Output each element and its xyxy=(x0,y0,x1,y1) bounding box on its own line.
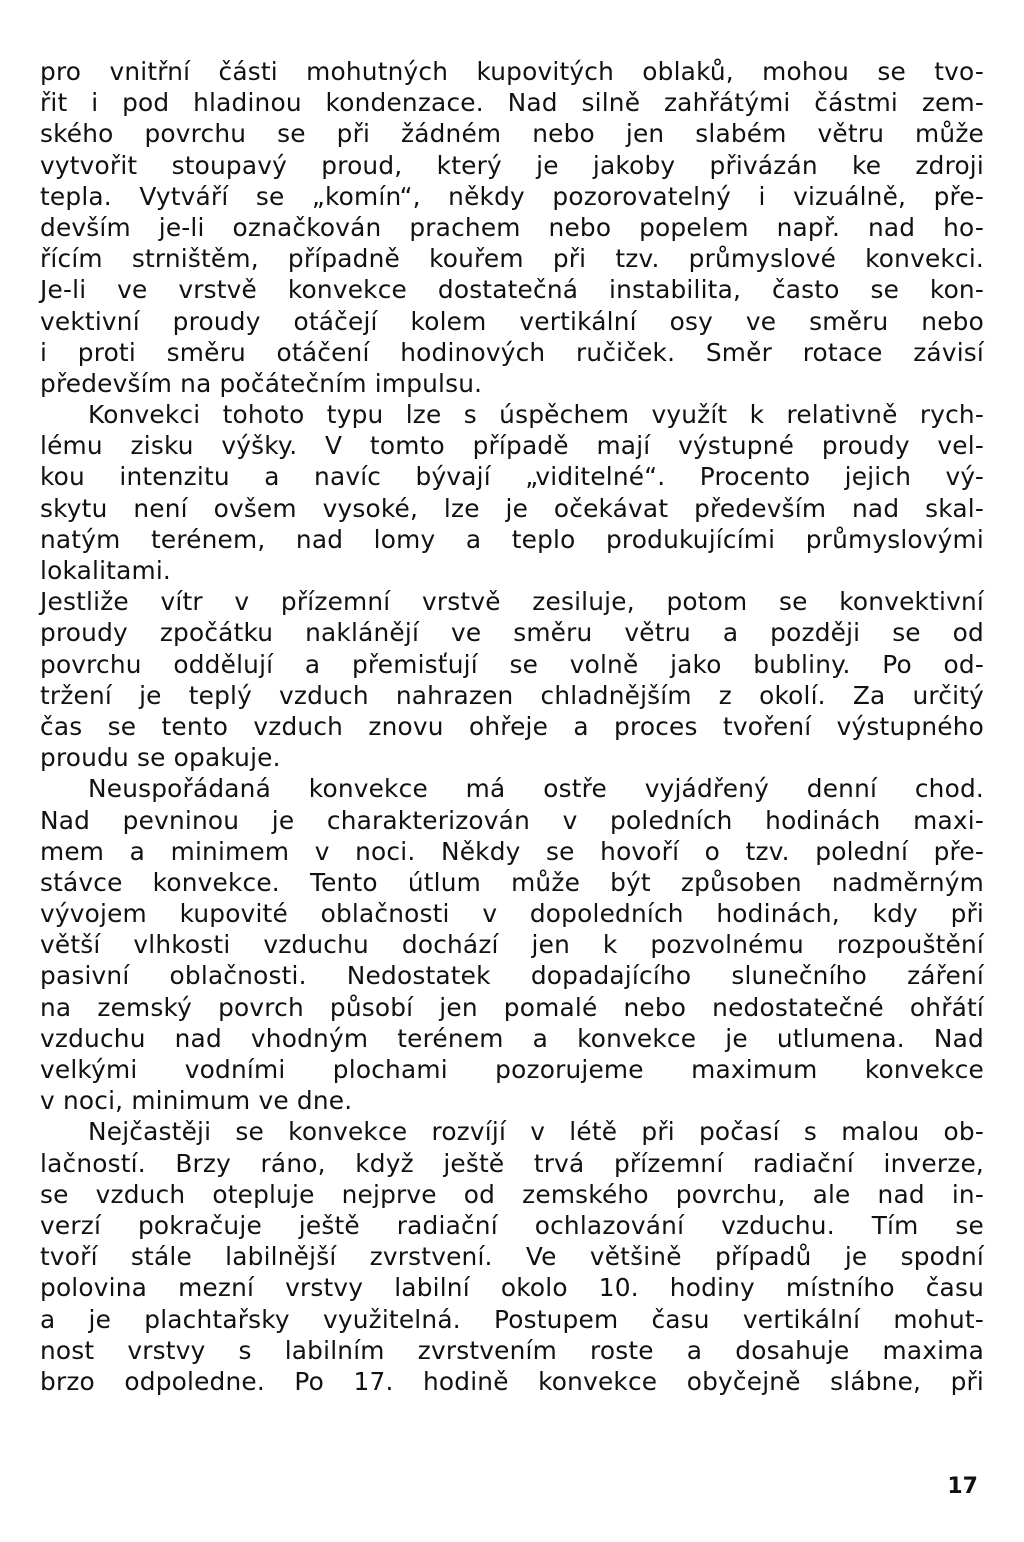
text-line: brzo odpoledne. Po 17. hodině konvekce obyčejně slábne, při xyxy=(40,1366,984,1396)
text-line: tvoří stále labilnější zvrstvení. Ve většině případů je spodní xyxy=(40,1242,984,1272)
text-line: nost vrstvy s labilním zvrstvením roste a dosahuje maxima xyxy=(40,1335,984,1365)
text-line: i proti směru otáčení hodinových ručiček. Směr rotace závisí xyxy=(40,337,984,367)
text-line: pasivní oblačnosti. Nedostatek dopadajícího slunečního záření xyxy=(40,961,984,991)
text-line: řit i pod hladinou kondenzace. Nad silně zahřátými částmi zem- xyxy=(40,88,984,118)
paragraph xyxy=(40,399,984,586)
text-line: proudy zpočátku naklánějí ve směru větru a později se od xyxy=(40,618,984,648)
text-line: především na počátečním impulsu. xyxy=(40,368,483,398)
text-line: lokalitami. xyxy=(40,556,172,585)
text-line: Neuspořádaná konvekce má ostře vyjádřený denní chod. xyxy=(88,774,984,804)
text-line: řícím strništěm, případně kouřem při tzv. průmyslové konvekci. xyxy=(40,244,984,274)
text-line: verzí pokračuje ještě radiační ochlazování vzduchu. Tím se xyxy=(40,1210,984,1240)
text-line: Nejčastěji se konvekce rozvíjí v létě při počasí s malou ob- xyxy=(88,1117,984,1147)
text-line: mem a minimem v noci. Někdy se hovoří o tzv. polední pře- xyxy=(40,836,984,866)
text-line: devším je-li označkován prachem nebo popelem např. nad ho- xyxy=(40,212,984,242)
text-line: a je plachtařsky využitelná. Postupem času vertikální mohut- xyxy=(40,1304,984,1334)
text-line: v noci, minimum ve dne. xyxy=(40,1086,353,1116)
text-line: velkými vodními plochami pozorujeme maximum konvekce xyxy=(40,1055,984,1084)
text-line: Nad pevninou je charakterizován v poledních hodinách maxi- xyxy=(40,805,984,835)
paragraph xyxy=(40,1116,984,1397)
text-line: pro vnitřní části mohutných kupovitých oblaků, mohou se tvo- xyxy=(40,57,984,86)
text-line: čas se tento vzduch znovu ohřeje a proces tvoření výstupného xyxy=(40,711,984,741)
text-line: ského povrchu se při žádném nebo jen slabém větru může xyxy=(40,119,984,149)
text-line: Jestliže vítr v přízemní vrstvě zesiluje, potom se konvektivní xyxy=(40,587,984,617)
page-text xyxy=(40,56,984,1397)
paragraph xyxy=(40,773,984,1116)
paragraph xyxy=(40,586,984,773)
text-line: se vzduch otepluje nejprve od zemského povrchu, ale nad in- xyxy=(40,1179,984,1209)
text-line: stávce konvekce. Tento útlum může být způsoben nadměrným xyxy=(40,867,984,897)
text-line: natým terénem, nad lomy a teplo produkujícími průmyslovými xyxy=(40,524,984,554)
paragraph xyxy=(40,56,984,399)
text-line: na zemský povrch působí jen pomalé nebo nedostatečné ohřátí xyxy=(40,992,984,1022)
text-line: povrchu oddělují a přemisťují se volně jako bubliny. Po od- xyxy=(40,649,984,679)
page-number: 17 xyxy=(947,1474,978,1499)
text-line: Konvekci tohoto typu lze s úspěchem využít k relativně rych- xyxy=(88,400,984,430)
text-line: vývojem kupovité oblačnosti v dopoledních hodinách, kdy při xyxy=(40,899,984,929)
text-line: proudu se opakuje. xyxy=(40,743,281,773)
text-line: tržení je teplý vzduch nahrazen chladnějším z okolí. Za určitý xyxy=(40,680,984,710)
text-line: větší vlhkosti vzduchu dochází jen k pozvolnému rozpouštění xyxy=(40,930,984,960)
text-line: vzduchu nad vhodným terénem a konvekce je utlumena. Nad xyxy=(40,1023,984,1053)
text-line: vektivní proudy otáčejí kolem vertikální osy ve směru nebo xyxy=(40,306,984,336)
text-line: kou intenzitu a navíc bývají „viditelné“. Procento jejich vý- xyxy=(40,462,984,492)
text-line: polovina mezní vrstvy labilní okolo 10. hodiny místního času xyxy=(40,1273,984,1303)
text-line: tepla. Vytváří se „komín“, někdy pozorovatelný i vizuálně, pře- xyxy=(40,181,984,211)
text-line: Je-li ve vrstvě konvekce dostatečná instabilita, často se kon- xyxy=(40,275,984,305)
text-line: skytu není ovšem vysoké, lze je očekávat především nad skal- xyxy=(40,493,984,523)
text-line: lému zisku výšky. V tomto případě mají výstupné proudy vel- xyxy=(40,431,984,461)
text-line: vytvořit stoupavý proud, který je jakoby přivázán ke zdroji xyxy=(40,150,984,180)
text-line: lačností. Brzy ráno, když ještě trvá přízemní radiační inverze, xyxy=(40,1148,984,1178)
